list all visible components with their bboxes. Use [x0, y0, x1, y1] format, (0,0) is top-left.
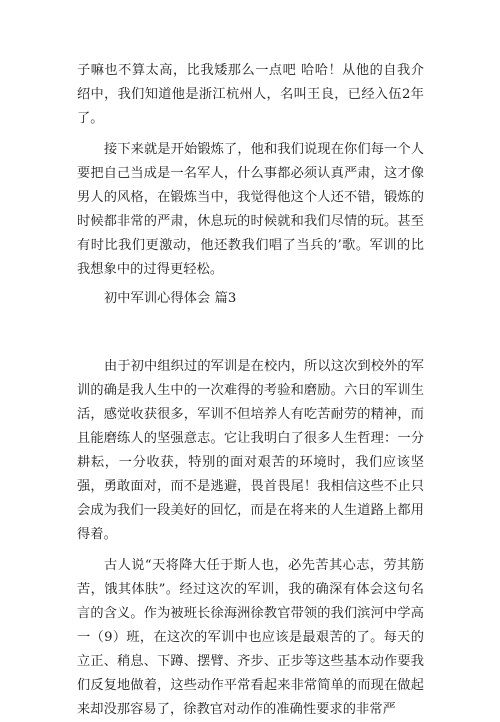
document-body	[77, 59, 424, 722]
section-heading: 初中军训心得体会 篇3	[104, 291, 237, 306]
paragraph: 接下来就是开始锻炼了，他和我们说现在你们每一个人要把自己当成是一名军人，什么事都必须认真严肃，这才像男人的风格，在锻炼当中，我觉得他这个人还不错，锻炼的时候都非常的严肃，休息玩的时候就和我们尽情的玩。甚至有时比我们更激动，他还教我们唱了当兵的’歌。军训的比我想象中的过得更轻松。	[77, 142, 424, 277]
section-spacer	[77, 311, 424, 355]
paragraph-continued: 子嘛也不算太高，比我矮那么一点吧 哈哈！从他的自我介绍中，我们知道他是浙江杭州人，名叫王良，已经入伍2年了。	[77, 63, 424, 126]
paragraph: 古人说“天将降大任于斯人也，必先苦其心志，劳其筋苦，饿其体肤”。经过这次的军训，我的确深有体会这句名言的含义。作为被班长徐海洲徐教官带领的我们滨河中学高一（9）班，在这次的军训中也应该是最艰苦的了。每天的立正、稍息、下蹲、摆臂、齐步、正步等这些基本动作要我们反复地做着，这些动作平常看起来非常简单的而现在做起来却没那容易了，徐教官对动作的准确性要求的非常严	[77, 558, 424, 717]
paragraph: 由于初中组织过的军训是在校内，所以这次到校外的军训的确是我人生中的一次难得的考验和磨励。六日的军训生活，感觉收获很多，军训不但培养人有吃苦耐劳的精神，而且能磨练人的坚强意志。它让我明白了很多人生哲理：一分耕耘，一分收获，特别的面对艰苦的环境时，我们应该坚强，勇敢面对，而不是逃避，畏首畏尾！我相信这些不止只会成为我们一段美好的回忆，而是在将来的人生道路上都用得着。	[77, 359, 424, 542]
